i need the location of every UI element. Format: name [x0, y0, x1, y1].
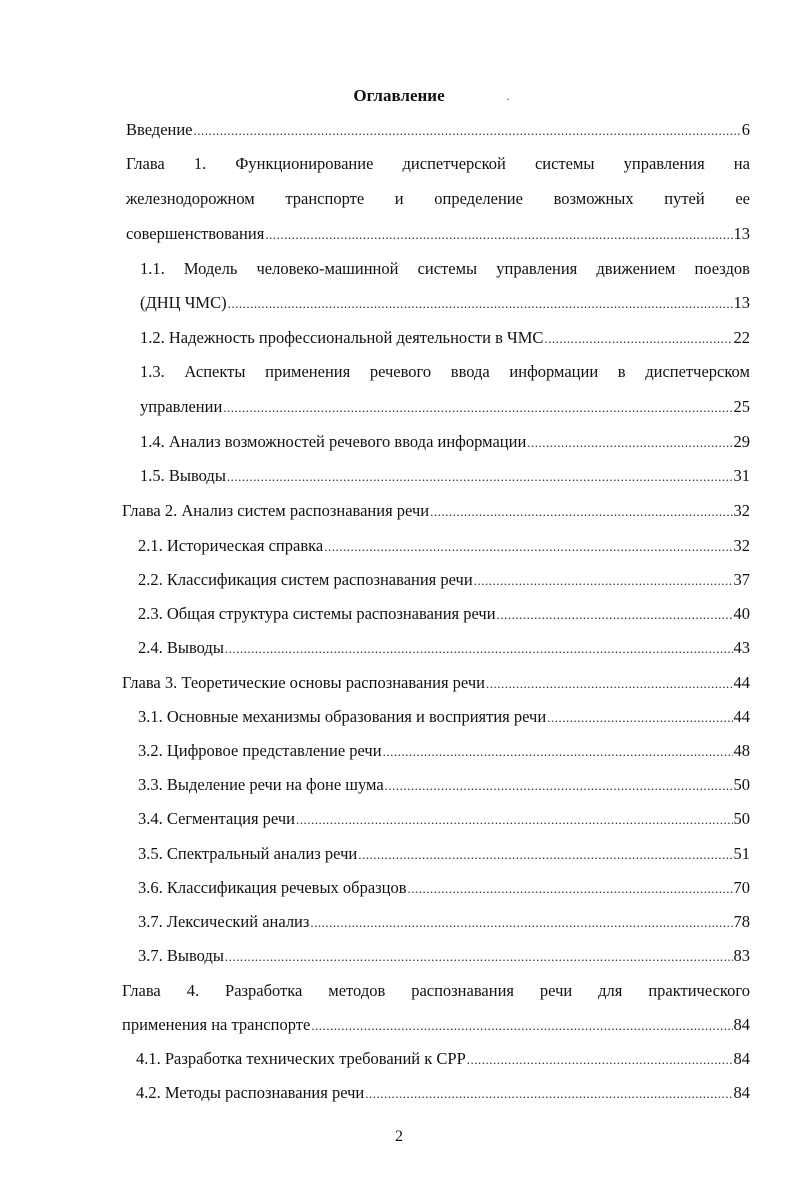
toc-entry-page: 22	[733, 328, 750, 347]
toc-entry-page: 78	[733, 912, 750, 931]
leader-dots	[225, 637, 733, 661]
toc-entry-label: (ДНЦ ЧМС)	[140, 293, 227, 312]
toc-entry-label: 2.4. Выводы	[138, 638, 224, 657]
leader-dots	[358, 843, 732, 867]
page-number: 2	[395, 1128, 403, 1145]
leader-dots	[311, 1014, 732, 1038]
toc-entry-page: 31	[733, 466, 750, 485]
leader-dots	[324, 535, 732, 559]
toc-entry[interactable]	[138, 944, 750, 968]
toc-entry-line: Глава 1. Функционирование диспетчерской системы управления на	[126, 154, 750, 173]
toc-entry[interactable]	[122, 671, 750, 695]
toc-entry-page: 44	[733, 673, 750, 692]
toc-entry-page: 32	[733, 536, 750, 555]
toc-entry[interactable]	[138, 534, 750, 558]
leader-dots	[225, 945, 733, 969]
toc-entry-page: 70	[733, 878, 750, 897]
toc-entry-label: 3.2. Цифровое представление речи	[138, 741, 382, 760]
toc-entry-label: 1.5. Выводы	[140, 466, 226, 485]
toc-entry-label: 3.7. Выводы	[138, 946, 224, 965]
leader-dots	[194, 119, 741, 143]
toc-entry-line: 1.1. Модель человеко-машинной системы управления движением поездов	[140, 259, 750, 278]
toc-entry-label: Введение	[126, 120, 193, 139]
toc-entry[interactable]	[140, 430, 750, 454]
toc-entry[interactable]	[136, 1047, 750, 1071]
toc-entry-label: 2.1. Историческая справка	[138, 536, 324, 555]
toc-entry[interactable]	[138, 807, 750, 831]
leader-dots	[474, 569, 733, 593]
toc-entry-page: 44	[733, 707, 750, 726]
toc-entry-label: 2.3. Общая структура системы распознавания речи	[138, 604, 496, 623]
toc-entry[interactable]	[126, 222, 750, 246]
toc-entry-page: 13	[733, 224, 750, 243]
toc-entry-label: 3.5. Спектральный анализ речи	[138, 844, 358, 863]
toc-entry-page: 43	[733, 638, 750, 657]
toc-entry-label: 2.2. Классификация систем распознавания речи	[138, 570, 473, 589]
toc-entry-label: совершенствования	[126, 224, 265, 243]
toc-entry-label: 4.2. Методы распознавания речи	[136, 1083, 365, 1102]
toc-title: Оглавление	[353, 86, 445, 105]
toc-entry-page: 48	[733, 741, 750, 760]
toc-entry[interactable]	[138, 739, 750, 763]
toc-entry[interactable]	[138, 910, 750, 934]
toc-entry[interactable]	[138, 842, 750, 866]
toc-entry-page: 50	[733, 809, 750, 828]
toc-entry-line: железнодорожном транспорте и определение возможных путей ее	[126, 189, 750, 208]
leader-dots	[544, 327, 732, 351]
leader-dots	[223, 396, 732, 420]
toc-entry-label: управлении	[140, 397, 223, 416]
leader-dots	[383, 740, 733, 764]
toc-entry-label: Глава 3. Теоретические основы распознавания речи	[122, 673, 485, 692]
leader-dots	[365, 1082, 732, 1106]
toc-entry-label: 3.6. Классификация речевых образцов	[138, 878, 407, 897]
toc-entry[interactable]	[122, 499, 750, 523]
toc-entry[interactable]	[138, 602, 750, 626]
leader-dots	[430, 500, 732, 524]
toc-entry-page: 29	[733, 432, 750, 451]
leader-dots	[527, 431, 732, 455]
toc-entry[interactable]	[138, 876, 750, 900]
scan-mark: ·	[506, 92, 510, 106]
toc-entry-label: 1.2. Надежность профессиональной деятельности в ЧМС	[140, 328, 544, 347]
toc-entry-label: 3.7. Лексический анализ	[138, 912, 310, 931]
toc-entry[interactable]	[138, 636, 750, 660]
toc-entry-label: 1.4. Анализ возможностей речевого ввода информации	[140, 432, 527, 451]
toc-entry-label: 3.3. Выделение речи на фоне шума	[138, 775, 384, 794]
toc-entry[interactable]	[126, 118, 750, 142]
leader-dots	[408, 877, 733, 901]
leader-dots	[467, 1048, 733, 1072]
toc-entry-label: 3.1. Основные механизмы образования и восприятия речи	[138, 707, 547, 726]
leader-dots	[265, 223, 732, 247]
toc-entry-line: Глава 4. Разработка методов распознавания речи для практического	[122, 981, 750, 1000]
toc-entry-page: 83	[733, 946, 750, 965]
toc-entry-page: 51	[733, 844, 750, 863]
leader-dots	[486, 672, 733, 696]
leader-dots	[228, 292, 733, 316]
toc-entry-page: 37	[733, 570, 750, 589]
toc-entry-label: 4.1. Разработка технических требований к СРР	[136, 1049, 466, 1068]
toc-entry-label: применения на транспорте	[122, 1015, 311, 1034]
toc-entry-page: 84	[733, 1015, 750, 1034]
toc-entry-page: 40	[733, 604, 750, 623]
toc-entry[interactable]	[138, 568, 750, 592]
toc-entry-label: Глава 2. Анализ систем распознавания речи	[122, 501, 430, 520]
toc-entry[interactable]	[140, 326, 750, 350]
toc-entry-label: 3.4. Сегментация речи	[138, 809, 295, 828]
leader-dots	[547, 706, 732, 730]
toc-entry-page: 25	[733, 397, 750, 416]
leader-dots	[497, 603, 733, 627]
toc-entry[interactable]	[140, 464, 750, 488]
toc-entry-page: 84	[733, 1083, 750, 1102]
toc-entry[interactable]	[122, 1013, 750, 1037]
toc-entry-line: 1.3. Аспекты применения речевого ввода информации в диспетчерском	[140, 362, 750, 381]
toc-entry[interactable]	[140, 291, 750, 315]
toc-entry-page: 6	[741, 120, 750, 139]
toc-entry[interactable]	[138, 705, 750, 729]
leader-dots	[227, 465, 733, 489]
leader-dots	[385, 774, 733, 798]
toc-entry-page: 50	[733, 775, 750, 794]
toc-entry[interactable]	[136, 1081, 750, 1105]
toc-entry-page: 13	[733, 293, 750, 312]
toc-entry-page: 32	[733, 501, 750, 520]
toc-entry[interactable]	[138, 773, 750, 797]
leader-dots	[296, 808, 733, 832]
toc-entry-page: 84	[733, 1049, 750, 1068]
leader-dots	[310, 911, 732, 935]
toc-entry[interactable]	[140, 395, 750, 419]
